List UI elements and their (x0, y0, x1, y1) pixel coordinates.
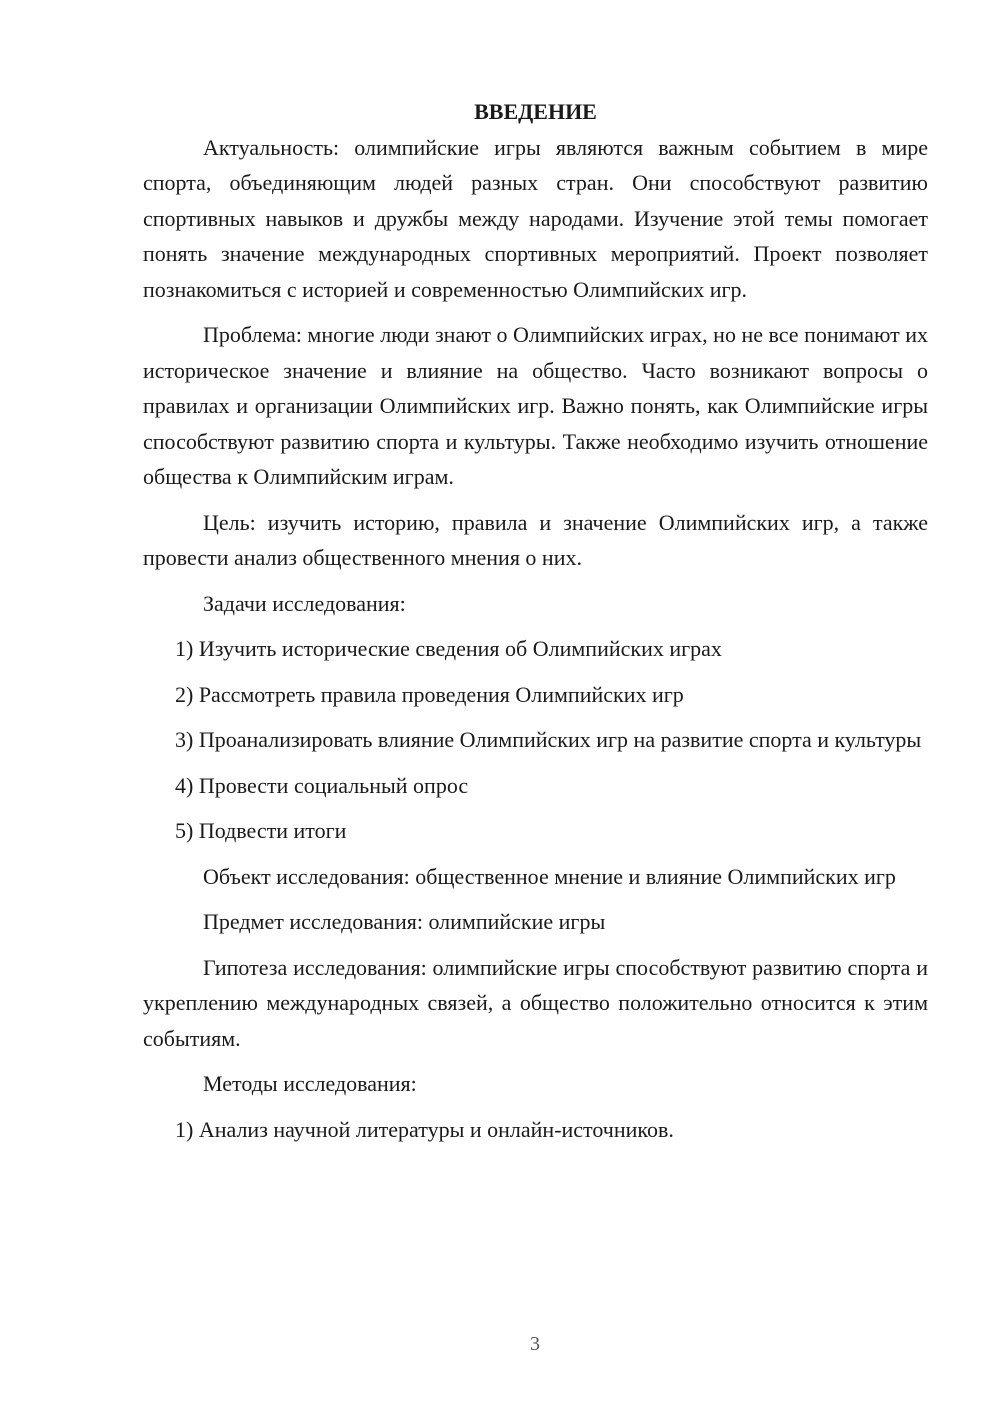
task-item-2: 2) Рассмотреть правила проведения Олимпийских игр (175, 681, 684, 707)
page-body (143, 94, 928, 1157)
subject-paragraph: Предмет исследования: олимпийские игры (203, 909, 606, 934)
goal-paragraph: Цель: изучить историю, правила и значение Олимпийских игр, а также провести анализ общественного мнения о них. (143, 509, 928, 570)
page-number: 3 (530, 1333, 540, 1355)
page-title: ВВЕДЕНИЕ (474, 99, 597, 124)
method-item-1: 1) Анализ научной литературы и онлайн-источников. (175, 1116, 674, 1142)
methods-heading: Методы исследования: (203, 1071, 417, 1096)
tasks-heading: Задачи исследования: (203, 590, 406, 616)
task-item-1: 1) Изучить исторические сведения об Олимпийских играх (175, 636, 722, 661)
relevance-paragraph: Актуальность: олимпийские игры являются важным событием в мире спорта, объединяющим людей разных стран. Они способствуют развитию спортивных навыков и дружбы между народами. Изучение этой темы помогает понять значение международных спортивных мероприятий. Проект позволяет познакомиться с историей и современностью Олимпийских игр. (143, 134, 928, 302)
problem-paragraph: Проблема: многие люди знают о Олимпийских играх, но не все понимают их историческое значение и влияние на общество. Часто возникают вопросы о правилах и организации Олимпийских игр. Важно понять, как Олимпийские игры способствуют развитию спорта и культуры. Также необходимо изучить отношение общества к Олимпийским играм. (143, 322, 928, 489)
object-paragraph: Объект исследования: общественное мнение и влияние Олимпийских игр (203, 863, 896, 889)
hypothesis-paragraph: Гипотеза исследования: олимпийские игры способствуют развитию спорта и укреплению международных связей, а общество положительно относится к этим событиям. (143, 954, 928, 1051)
task-item-5: 5) Подвести итоги (175, 818, 347, 843)
task-item-4: 4) Провести социальный опрос (175, 772, 469, 798)
task-item-3: 3) Проанализировать влияние Олимпийских игр на развитие спорта и культуры (175, 727, 922, 752)
